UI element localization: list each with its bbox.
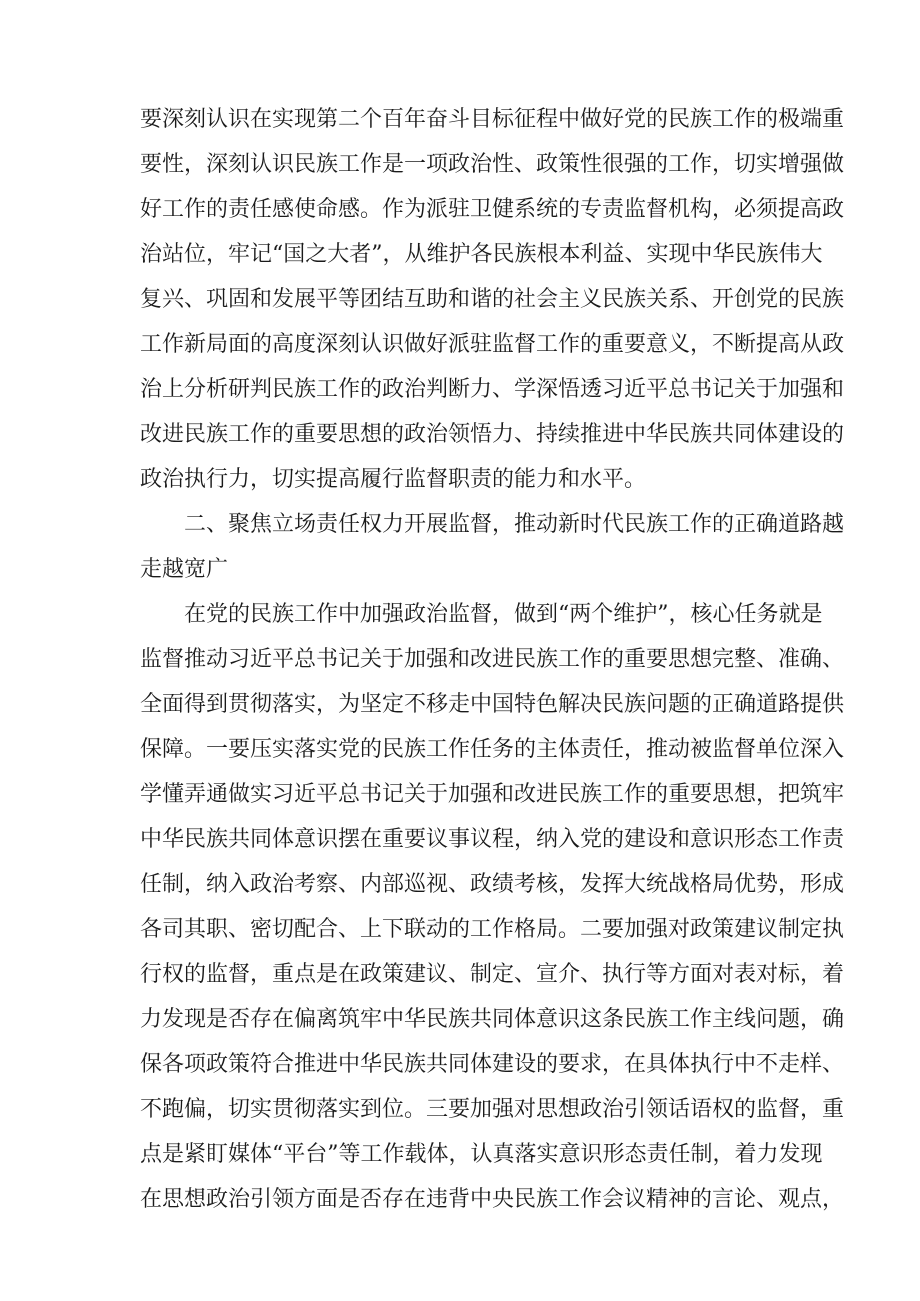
- paragraph-line: 要深刻认识在实现第二个百年奋斗目标征程中做好党的民族工作的极端重: [140, 107, 845, 132]
- paragraph-line: 好工作的责任感使命感。作为派驻卫健系统的专责监督机构，必须提高政: [140, 197, 845, 222]
- paragraph-line: 学懂弄通做实习近平总书记关于加强和改进民族工作的重要思想，把筑牢: [140, 782, 845, 807]
- paragraph-line: 任制，纳入政治考察、内部巡视、政绩考核，发挥大统战格局优势，形成: [140, 872, 845, 897]
- paragraph-line: 不跑偏，切实贯彻落实到位。三要加强对思想政治引领话语权的监督，重: [140, 1097, 845, 1122]
- paragraph-line: 全面得到贯彻落实，为坚定不移走中国特色解决民族问题的正确道路提供: [140, 692, 845, 717]
- paragraph-line: 治上分析研判民族工作的政治判断力、学深悟透习近平总书记关于加强和: [140, 377, 845, 402]
- paragraph-line: 工作新局面的高度深刻认识做好派驻监督工作的重要意义，不断提高从政: [140, 332, 845, 357]
- paragraph-line: 监督推动习近平总书记关于加强和改进民族工作的重要思想完整、准确、: [140, 647, 845, 672]
- paragraph-line: 在党的民族工作中加强政治监督，做到“两个维护”，核心任务就是: [184, 602, 823, 627]
- section-heading-line: 走越宽广: [140, 557, 229, 582]
- paragraph-line: 中华民族共同体意识摆在重要议事议程，纳入党的建设和意识形态工作责: [140, 827, 845, 852]
- paragraph-line: 政治执行力，切实提高履行监督职责的能力和水平。: [140, 467, 647, 492]
- paragraph-line: 点是紧盯媒体“平台”等工作载体，认真落实意识形态责任制，着力发现: [140, 1142, 823, 1167]
- paragraph-line: 保各项政策符合推进中华民族共同体建设的要求，在具体执行中不走样、: [140, 1052, 845, 1077]
- paragraph-line: 保障。一要压实落实党的民族工作任务的主体责任，推动被监督单位深入: [140, 737, 845, 762]
- paragraph-line: 治站位，牢记“国之大者”，从维护各民族根本利益、实现中华民族伟大: [140, 242, 823, 267]
- paragraph-line: 要性，深刻认识民族工作是一项政治性、政策性很强的工作，切实增强做: [140, 152, 845, 177]
- paragraph-line: 改进民族工作的重要思想的政治领悟力、持续推进中华民族共同体建设的: [140, 422, 845, 447]
- paragraph-line: 在思想政治引领方面是否存在违背中央民族工作会议精神的言论、观点，: [140, 1187, 845, 1212]
- paragraph-line: 复兴、巩固和发展平等团结互助和谐的社会主义民族关系、开创党的民族: [140, 287, 845, 312]
- section-heading-line: 二、聚焦立场责任权力开展监督，推动新时代民族工作的正确道路越: [184, 512, 845, 537]
- paragraph-line: 各司其职、密切配合、上下联动的工作格局。二要加强对政策建议制定执: [140, 917, 845, 942]
- paragraph-line: 力发现是否存在偏离筑牢中华民族共同体意识这条民族工作主线问题，确: [140, 1007, 845, 1032]
- paragraph-line: 行权的监督，重点是在政策建议、制定、宣介、执行等方面对表对标，着: [140, 962, 845, 987]
